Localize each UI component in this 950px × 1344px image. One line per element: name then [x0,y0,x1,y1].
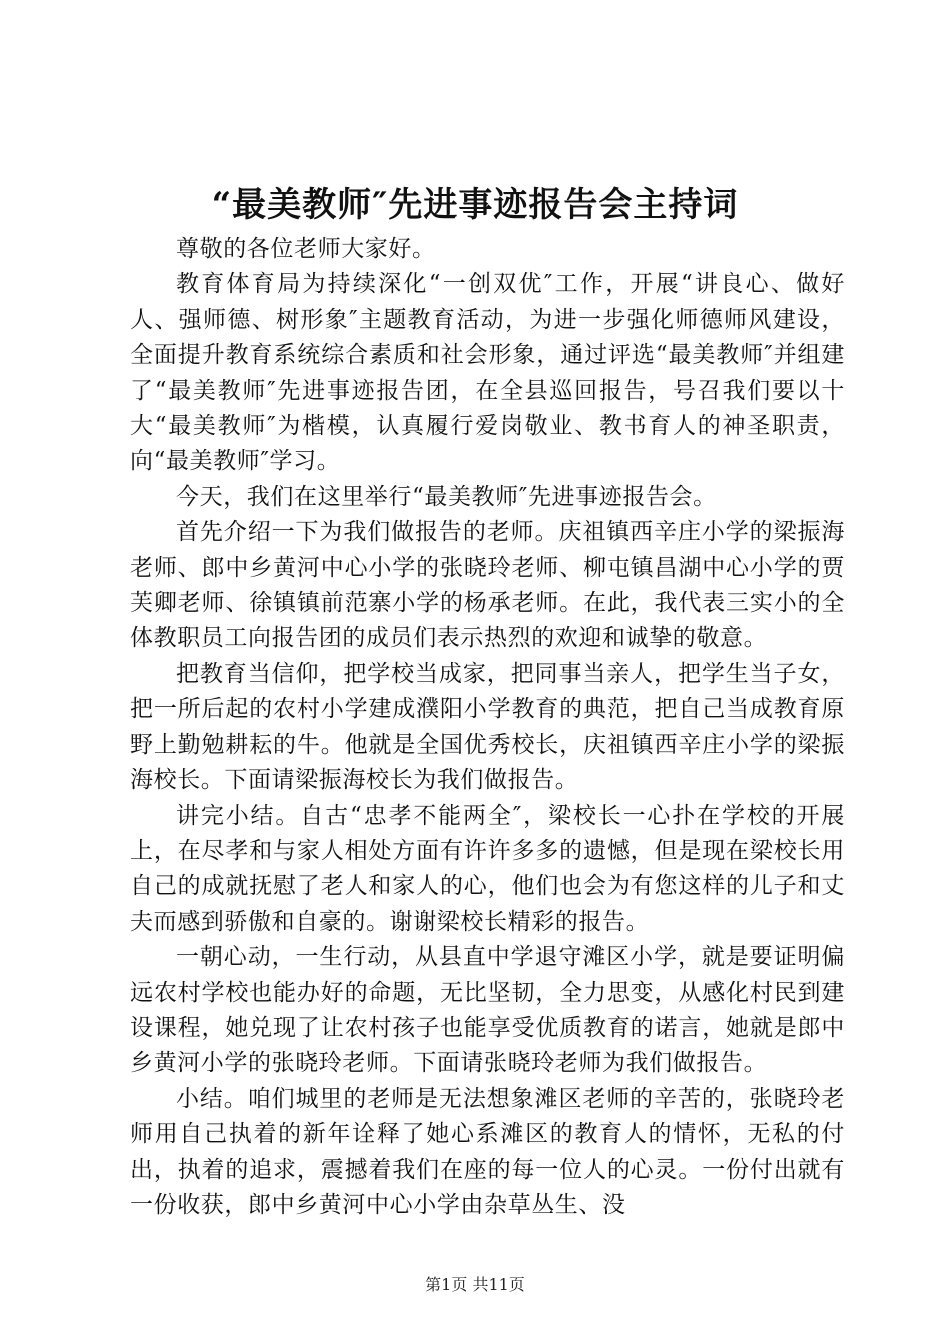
paragraph-liang-intro: 把教育当信仰，把学校当成家，把同事当亲人，把学生当子女，把一所后起的农村小学建成濮阳小学教育的典范，把自己当成教育原野上勤勉耕耘的牛。他就是全国优秀校长，庆祖镇西辛庄小学的梁振海校长。下面请梁振海校长为我们做报告。 [130,660,845,794]
page-number: 第1页 共11页 [425,1275,525,1294]
paragraph-liang-summary: 讲完小结。自古“忠孝不能两全″，梁校长一心扑在学校的开展上，在尽孝和与家人相处方面有许许多多的遗憾，但是现在梁校长用自己的成就抚慰了老人和家人的心，他们也会为有您这样的儿子和丈夫而感到骄傲和自豪的。谢谢梁校长精彩的报告。 [130,802,845,935]
paragraph-zhang-intro: 一朝心动，一生行动，从县直中学退守滩区小学，就是要证明偏远农村学校也能办好的命题，无比坚韧，全力思变，从感化村民到建设课程，她兑现了让农村孩子也能享受优质教育的诺言，她就是郎中乡黄河小学的张晓玲老师。下面请张晓玲老师为我们做报告。 [130,944,845,1077]
document-body [130,232,845,1223]
paragraph-zhang-summary: 小结。咱们城里的老师是无法想象滩区老师的辛苦的，张晓玲老师用自己执着的新年诠释了她心系滩区的教育人的情怀，无私的付出，执着的追求，震撼着我们在座的每一位人的心灵。一份付出就有一份收获，郎中乡黄河中心小学由杂草丛生、没 [130,1085,845,1218]
paragraph-greeting: 尊敬的各位老师大家好。 [176,236,436,262]
paragraph-background: 教育体育局为持续深化“一创双优″工作，开展“讲良心、做好人、强师德、树形象″主题教育活动，为进一步强化师德师风建设，全面提升教育系统综合素质和社会形象，通过评选“最美教师″并组建了“最美教师″先进事迹报告团，在全县巡回报告，号召我们要以十大“最美教师″为楷模，认真履行爱岗敬业、教书育人的神圣职责，向“最美教师″学习。 [130,271,845,475]
paragraph-introduction: 首先介绍一下为我们做报告的老师。庆祖镇西辛庄小学的梁振海老师、郎中乡黄河中心小学的张晓玲老师、柳屯镇昌湖中心小学的贾芙卿老师、徐镇镇前范寨小学的杨承老师。在此，我代表三实小的全体教职员工向报告团的成员们表示热烈的欢迎和诚挚的敬意。 [130,519,845,652]
paragraph-today: 今天，我们在这里举行“最美教师″先进事迹报告会。 [176,483,717,510]
document-title: “最美教师″先进事迹报告会主持词 [211,185,739,225]
